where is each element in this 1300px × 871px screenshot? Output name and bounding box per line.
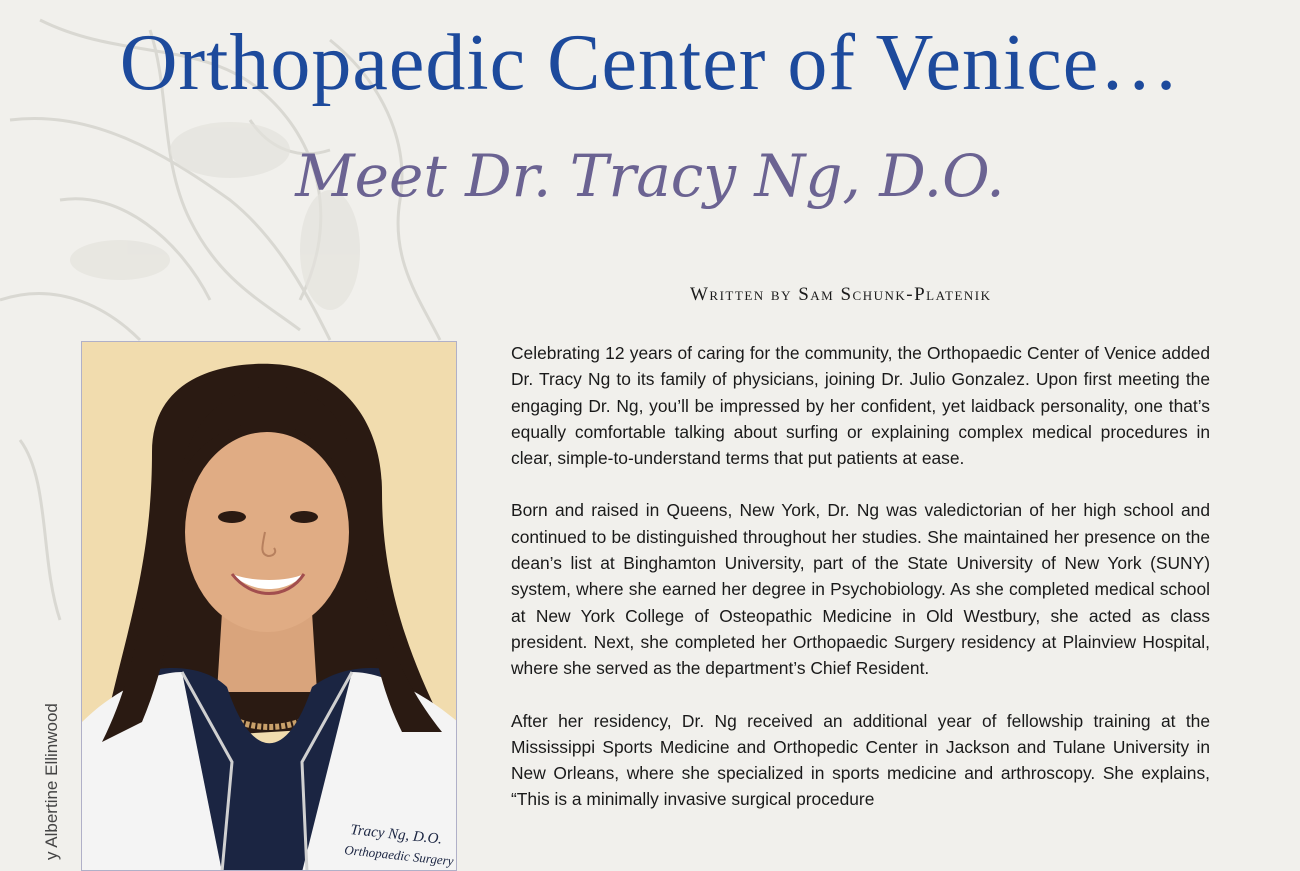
article-subtitle: Meet Dr. Tracy Ng, D.O. [295,142,1005,210]
article-paragraph-2: Born and raised in Queens, New York, Dr. Ng was valedictorian of her high school and continued to be distinguished throughout her studies. She maintained her presence on the dean’s list at Binghamton University, part of the State University of New York (SUNY) system, where she earned her degree in Psychobiology. As she completed medical school at New York College of Osteopathic Medicine in Old Westbury, she acted as class president. Next, she completed her Orthopaedic Surgery residency at Plainview Hospital, where she served as the department’s Chief Resident. [511,500,1210,679]
doctor-portrait-photo [81,341,457,871]
coat-embroidery-department: Orthopaedic Surgery [343,842,455,869]
article-title: Orthopaedic Center of Venice… [119,19,1181,107]
photo-credit: y Albertine Ellinwood [42,703,61,860]
article-paragraph-3: After her residency, Dr. Ng received an additional year of fellowship training at the Mississippi Sports Medicine and Orthopedic Center in Jackson and Tulane University in New Orleans, where she specialized in sports medicine and arthroscopy. She explains, “This is a minimally invasive surgical procedure [511,710,1210,810]
article-body [511,340,1210,839]
coat-embroidery-name: Tracy Ng, D.O. [349,822,443,848]
article-paragraph-1: Celebrating 12 years of caring for the community, the Orthopaedic Center of Venice added Dr. Tracy Ng to its family of physicians, joining Dr. Julio Gonzalez. Upon first meeting the engaging Dr. Ng, you’ll be impressed by her confident, yet laidback personality, one that’s equally comfortable talking about surfing or explaining complex medical procedures in clear, simple-to-understand terms that put patients at ease. [511,343,1210,469]
article-byline: Written by Sam Schunk-Platenik [690,284,992,305]
